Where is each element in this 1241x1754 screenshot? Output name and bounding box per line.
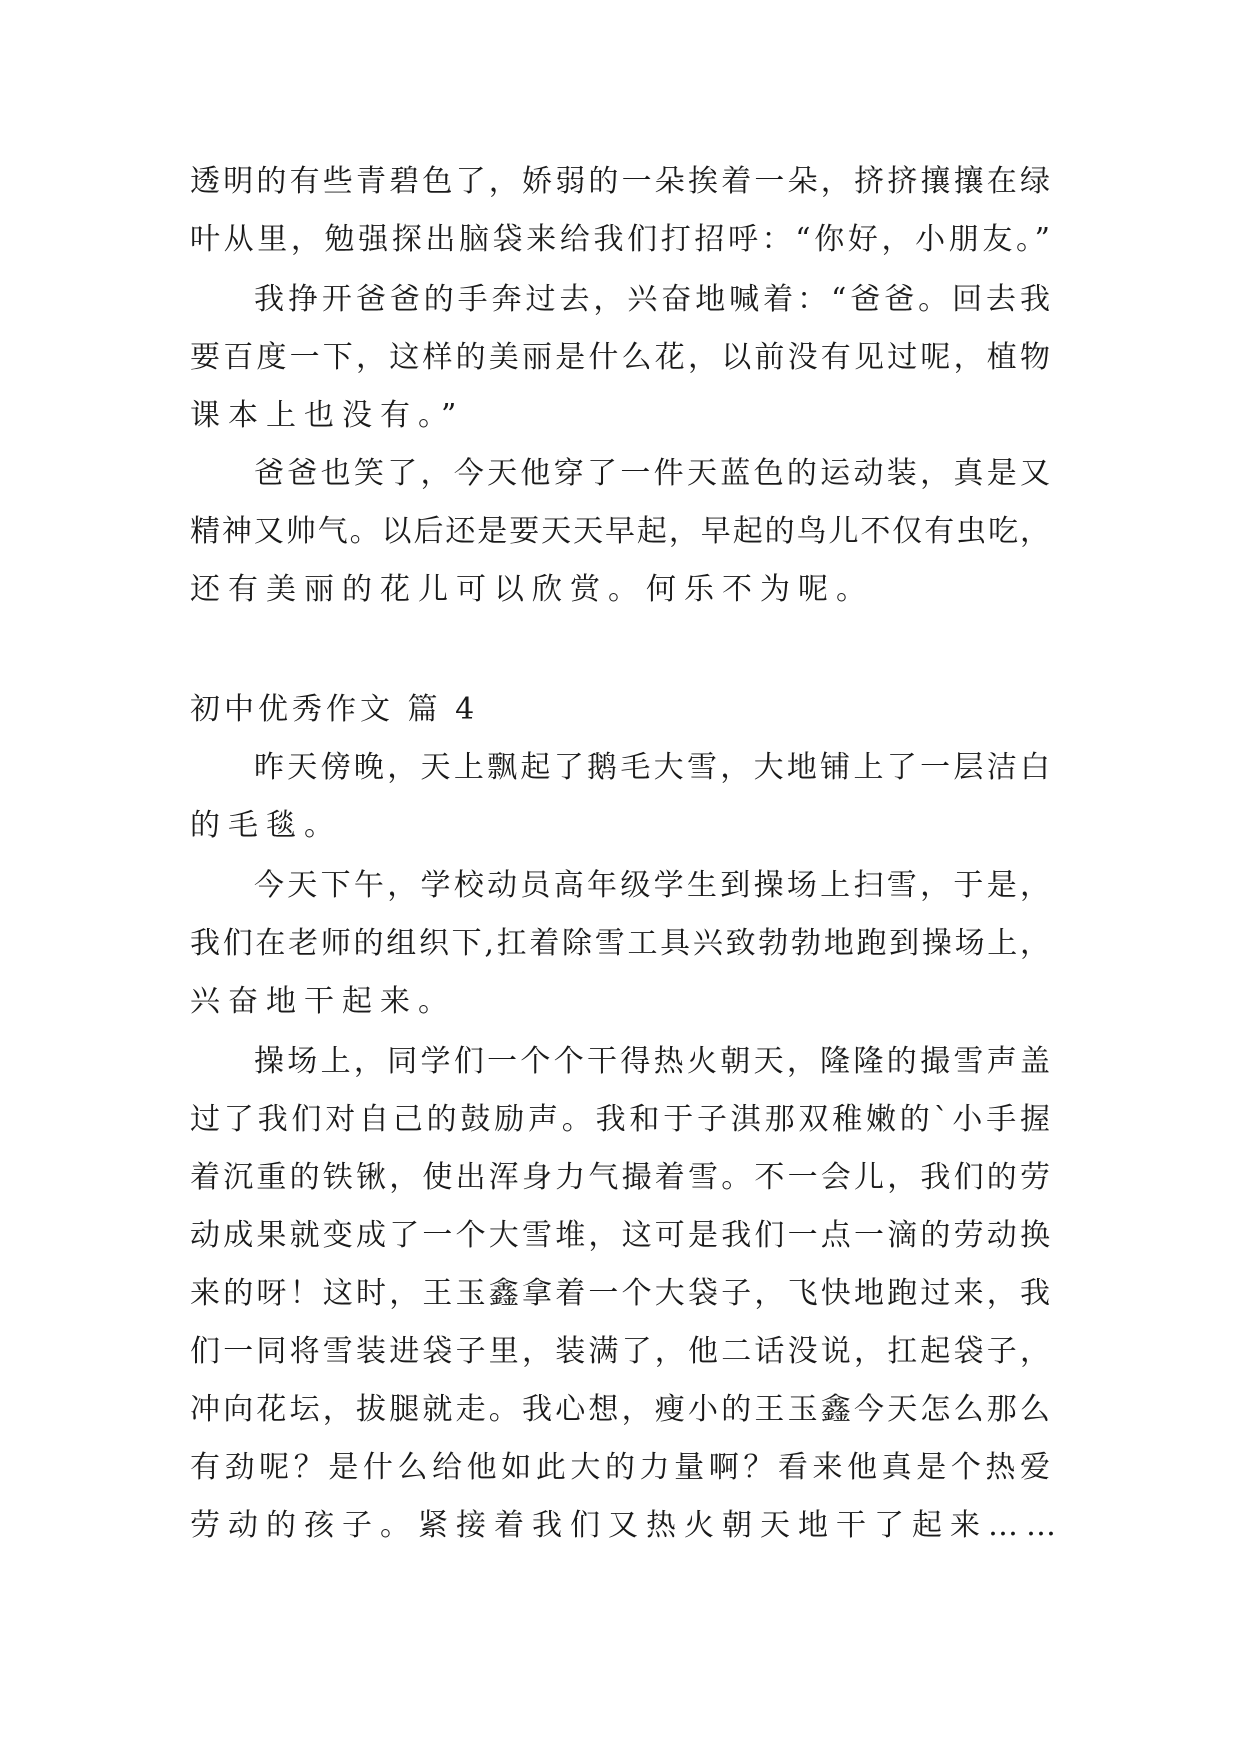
text-line: 动成果就变成了一个大雪堆，这可是我们一点一滴的劳动换 bbox=[190, 1218, 1050, 1253]
text-line: 昨天傍晚，天上飘起了鹅毛大雪，大地铺上了一层洁白 bbox=[254, 750, 1050, 785]
section-heading: 初中优秀作文 篇 4 bbox=[190, 692, 479, 727]
text-line: 要百度一下，这样的美丽是什么花，以前没有见过呢，植物 bbox=[190, 340, 1050, 375]
text-line: 今天下午，学校动员高年级学生到操场上扫雪，于是， bbox=[254, 868, 1050, 903]
text-line: 叶从里，勉强探出脑袋来给我们打招呼：“你好，小朋友。” bbox=[190, 222, 1050, 257]
text-line: 兴奋地干起来。 bbox=[190, 984, 456, 1019]
text-line: 劳动的孩子。紧接着我们又热火朝天地干了起来…… bbox=[190, 1508, 1064, 1543]
text-line: 有劲呢？是什么给他如此大的力量啊？看来他真是个热爱 bbox=[190, 1450, 1050, 1485]
text-line: 着沉重的铁锹，使出浑身力气撮着雪。不一会儿，我们的劳 bbox=[190, 1160, 1050, 1195]
text-line: 操场上，同学们一个个干得热火朝天，隆隆的撮雪声盖 bbox=[254, 1044, 1050, 1079]
text-line: 过了我们对自己的鼓励声。我和于子淇那双稚嫩的`小手握 bbox=[190, 1102, 1050, 1137]
text-line: 的毛毯。 bbox=[190, 808, 342, 843]
text-line: 课本上也没有。” bbox=[190, 398, 465, 433]
text-line: 还有美丽的花儿可以欣赏。何乐不为呢。 bbox=[190, 572, 874, 607]
text-line: 来的呀！这时，王玉鑫拿着一个大袋子，飞快地跑过来，我 bbox=[190, 1276, 1050, 1311]
text-line: 透明的有些青碧色了，娇弱的一朵挨着一朵，挤挤攘攘在绿 bbox=[190, 164, 1050, 199]
text-line: 精神又帅气。以后还是要天天早起，早起的鸟儿不仅有虫吃， bbox=[190, 514, 1050, 549]
text-line: 爸爸也笑了，今天他穿了一件天蓝色的运动装，真是又 bbox=[254, 456, 1050, 491]
text-line: 我挣开爸爸的手奔过去，兴奋地喊着：“爸爸。回去我 bbox=[254, 282, 1050, 317]
text-line: 我们在老师的组织下,扛着除雪工具兴致勃勃地跑到操场上， bbox=[190, 926, 1050, 961]
text-line: 们一同将雪装进袋子里，装满了，他二话没说，扛起袋子， bbox=[190, 1334, 1050, 1369]
text-line: 冲向花坛，拔腿就走。我心想，瘦小的王玉鑫今天怎么那么 bbox=[190, 1392, 1050, 1427]
